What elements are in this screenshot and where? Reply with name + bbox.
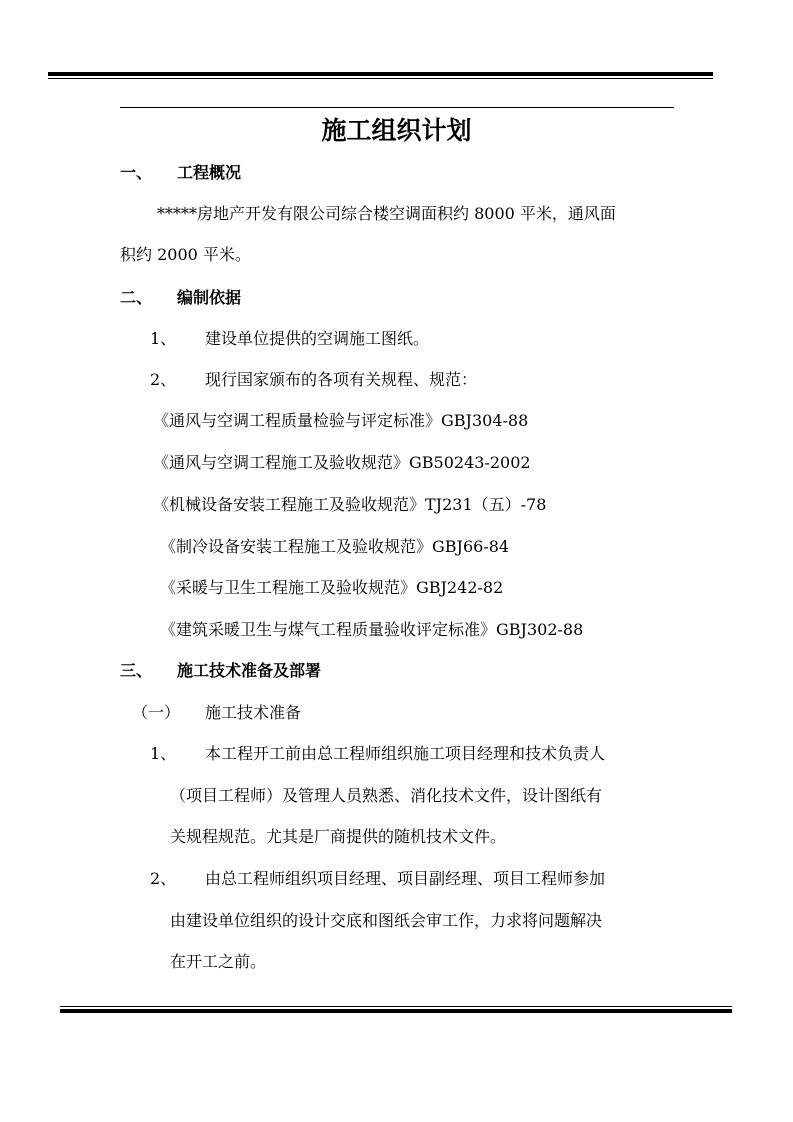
- section-3-item-2-line-3: 在开工之前。: [170, 952, 267, 971]
- header-rule-thick: [48, 72, 713, 76]
- footer-rule-thick: [60, 1009, 732, 1013]
- section-1-number: 一、: [120, 163, 153, 182]
- standard-item: 《采暖与卫生工程施工及验收规范》GBJ242-82: [160, 578, 504, 597]
- section-2-item-1-number: 1、: [150, 329, 177, 348]
- subsection-heading: 施工技术准备: [205, 703, 302, 722]
- title-rule: [120, 107, 674, 108]
- section-3-item-2-line-2: 由建设单位组织的设计交底和图纸会审工作，力求将问题解决: [170, 911, 603, 930]
- section-1-heading: 工程概况: [177, 163, 242, 182]
- section-3-item-1-line-3: 关规程规范。尤其是厂商提供的随机技术文件。: [170, 827, 507, 846]
- standard-item: 《通风与空调工程质量检验与评定标准》GBJ304-88: [153, 411, 529, 430]
- section-1-paragraph-line-1: *****房地产开发有限公司综合楼空调面积约 8000 平米，通风面: [157, 204, 616, 223]
- standard-item: 《制冷设备安装工程施工及验收规范》GBJ66-84: [160, 537, 510, 556]
- section-2-number: 二、: [120, 288, 153, 307]
- section-2-item-2-text: 现行国家颁布的各项有关规程、规范：: [205, 370, 478, 389]
- section-3-item-2-number: 2、: [150, 869, 177, 888]
- footer-rule-thin: [60, 1006, 732, 1007]
- section-2-item-1-text: 建设单位提供的空调施工图纸。: [205, 329, 430, 348]
- standard-item: 《通风与空调工程施工及验收规范》GB50243-2002: [153, 453, 531, 472]
- section-3-item-1-line-1: 本工程开工前由总工程师组织施工项目经理和技术负责人: [205, 744, 606, 763]
- section-1-paragraph-line-2: 积约 2000 平米。: [120, 245, 251, 264]
- section-3-number: 三、: [120, 661, 153, 680]
- section-3-item-1-number: 1、: [150, 744, 177, 763]
- section-2-heading: 编制依据: [177, 288, 242, 307]
- document-title: 施工组织计划: [321, 116, 472, 145]
- subsection-number: （一）: [132, 703, 181, 722]
- header-rule-thin: [48, 78, 713, 79]
- standard-item: 《机械设备安装工程施工及验收规范》TJ231（五）-78: [153, 495, 547, 514]
- section-2-item-2-number: 2、: [150, 370, 177, 389]
- section-3-heading: 施工技术准备及部署: [177, 661, 322, 680]
- section-3-item-1-line-2: （项目工程师）及管理人员熟悉、消化技术文件，设计图纸有: [170, 786, 603, 805]
- standard-item: 《建筑采暖卫生与煤气工程质量验收评定标准》GBJ302-88: [160, 620, 584, 639]
- section-3-item-2-line-1: 由总工程师组织项目经理、项目副经理、项目工程师参加: [205, 869, 606, 888]
